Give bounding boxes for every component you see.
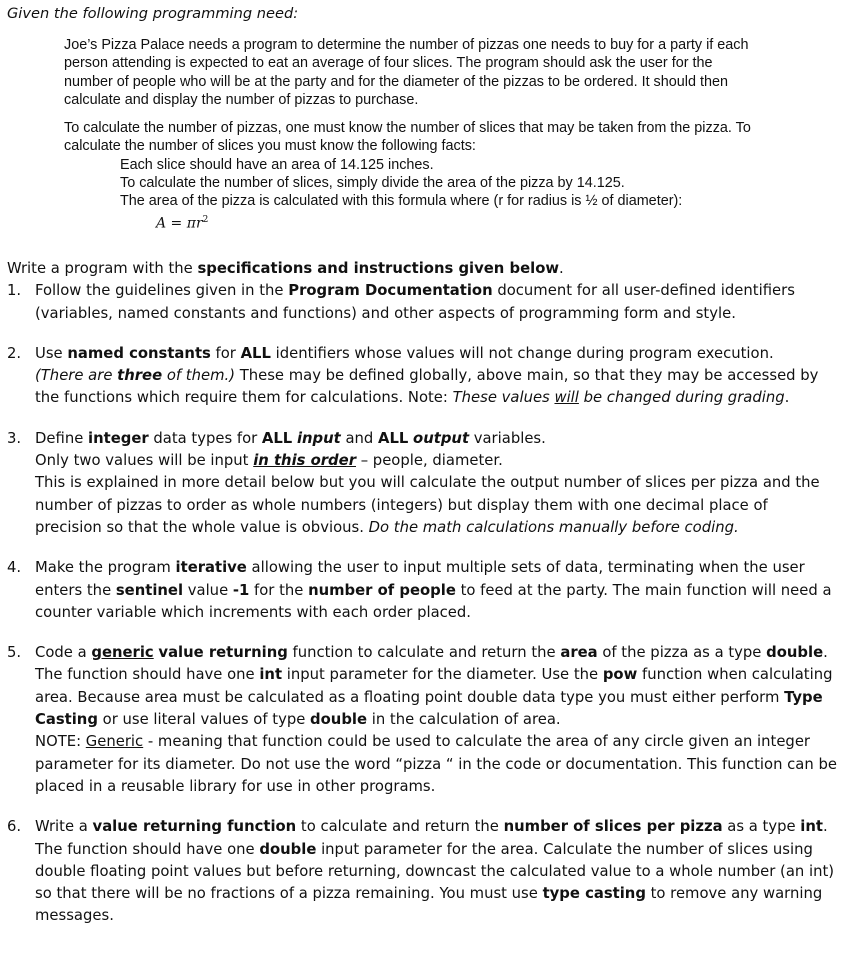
- formula-exponent: 2: [202, 214, 209, 225]
- item-number: 4.: [7, 559, 22, 577]
- item-3-detail: This is explained in more detail below but you will calculate the output number of slices per pizza and the number of pizzas to order as whole numbers (integers) but display them with one decimal place of precision so that the whole value is obvious. Do the math calculations manually before coding.: [35, 474, 820, 536]
- instruction-item-5: 5. Code a generic value returning function to calculate and return the area of the pizza as a type double. The function should have one int input parameter for the diameter. Use the pow function when calculating area. Because area must be calculated as a floating point double data type you must either perform Type Casting or use literal values of type double in the calculation of area. NOTE: Generic - meaning that function could be used to calculate the area of any circle given an integer parameter for its diameter. Do not use the word “pizza “ in the code or documentation. This function can be placed in a reusable library for use in other programs.: [7, 642, 839, 798]
- intro-heading: Given the following programming need:: [7, 5, 299, 22]
- area-formula: [156, 211, 764, 233]
- instruction-item-4: 4. Make the program iterative allowing the user to input multiple sets of data, terminating when the user enters the sentinel value -1 for the number of people to feed at the party. The main function will need a counter variable which increments with each order placed.: [7, 559, 832, 621]
- fact-item: To calculate the number of slices, simply divide the area of the pizza by 14.125.: [120, 175, 625, 192]
- instruction-item-2: 2. Use named constants for ALL identifiers whose values will not change during program execution. (There are three of them.) These may be defined globally, above main, so that they may be accessed by the functions which require them for calculations. Note: These values will be changed during grading.: [7, 344, 819, 407]
- fact-item: Each slice should have an area of 14.125 inches.: [120, 156, 434, 173]
- item-number: 6.: [7, 818, 22, 836]
- item-number: 1.: [7, 282, 22, 300]
- instructions: [7, 258, 839, 946]
- item-number: 3.: [7, 429, 22, 447]
- item-number: 2.: [7, 344, 22, 362]
- scenario-paragraph-2: To calculate the number of pizzas, one must know the number of slices that may be taken from the pizza. To calculate the number of slices you must know the following facts:: [64, 120, 751, 155]
- instruction-item-3: 3. Define integer data types for ALL input and ALL output variables. Only two values will be input in this order – people, diameter. This is explained in more detail below but you will calculate the output number of slices per pizza and the number of pizzas to order as whole numbers (integers) but display them with one decimal place of precision so that the whole value is obvious. Do the math calculations manually before coding.: [7, 428, 839, 539]
- instruction-item-6: 6. Write a value returning function to calculate and return the number of slices per pizza as a type int. The function should have one double input parameter for the area. Calculate the number of slices using double floating point values but before returning, downcast the calculated value to a whole number (an int) so that there will be no fractions of a pizza remaining. You must use type casting to remove any warning messages.: [7, 818, 835, 925]
- fact-item: The area of the pizza is calculated with this formula where (r for radius is ½ of diameter):: [120, 193, 683, 210]
- item-5-note: NOTE: Generic - meaning that function could be used to calculate the area of any circle given an integer parameter for its diameter. Do not use the word “pizza “ in the code or documentation. This function can be placed in a reusable library for use in other programs.: [35, 733, 837, 795]
- scenario-block: [64, 36, 764, 232]
- facts-list: [120, 156, 764, 211]
- item-number: 5.: [7, 644, 22, 662]
- scenario-paragraph-1: Joe’s Pizza Palace needs a program to determine the number of pizzas one needs to buy for a party if each person attending is expected to eat an average of four slices. The program should ask the user for the number of people who will be at the party and for the diameter of the pizzas to be ordered. It should then calculate and display the number of pizzas to purchase.: [64, 37, 749, 108]
- formula-text: A = πr: [156, 215, 203, 232]
- instruction-item-1: 1. Follow the guidelines given in the Program Documentation document for all user-defined identifiers (variables, named constants and functions) and other aspects of programming form and style.: [7, 282, 795, 322]
- lead-sentence: Write a program with the specifications and instructions given below.: [7, 260, 564, 277]
